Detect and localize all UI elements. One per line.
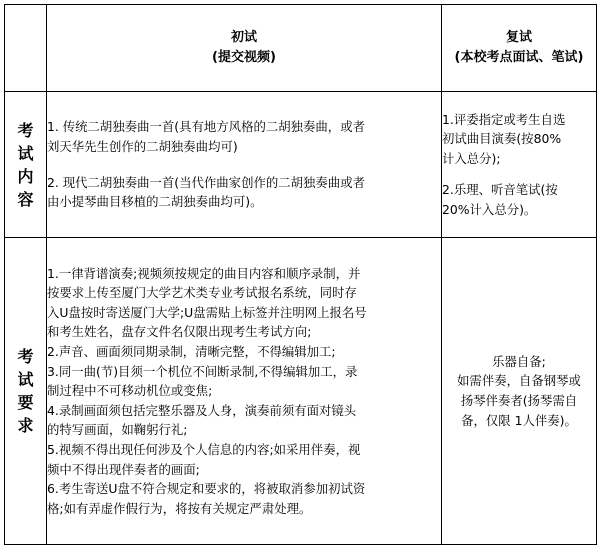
content-line: 1. 传统二胡独奏曲一首(具有地方风格的二胡独奏曲，或者 — [47, 119, 365, 135]
requirement-line: 和考生姓名，盘存文件名仅限出现考生考试方向; — [47, 324, 312, 340]
label-char: 内 — [17, 166, 34, 186]
initial-requirements-cell — [47, 238, 442, 545]
requirement-line: 按要求上传至厦门大学艺术类专业考试报名系统，同时存 — [47, 285, 357, 301]
corner-cell — [5, 5, 47, 92]
content-line: 20%计入总分)。 — [442, 201, 537, 217]
initial-exam-header — [47, 5, 442, 92]
requirement-line: 4.录制画面须包括完整乐器及人身，演奏前须有面对镜头 — [47, 402, 357, 418]
requirement-line: 乐器自备; — [492, 353, 546, 369]
requirement-line: 如需伴奏，自备钢琴或 — [457, 373, 581, 389]
content-line: 初试曲目演奏(按80% — [442, 131, 562, 147]
label-char: 试 — [17, 370, 34, 389]
label-char: 容 — [17, 189, 34, 209]
requirements-row — [5, 238, 597, 545]
label-char: 试 — [17, 143, 34, 163]
content-line: 由小提琴曲目移植的二胡独奏曲均可)。 — [47, 194, 263, 210]
requirement-line: 入U盘按时寄送厦门大学;U盘需贴上标签并注明网上报名号 — [47, 304, 367, 320]
retest-title: 复试 — [505, 30, 532, 45]
header-row — [5, 5, 597, 92]
requirement-line: 3.同一曲(节)目须一个机位不间断录制,不得编辑加工，录 — [47, 363, 358, 379]
content-line: 1.评委指定或考生自选 — [442, 111, 566, 127]
content-row — [5, 92, 597, 238]
initial-exam-title: 初试 — [230, 30, 257, 45]
requirement-line: 1.一律背谱演奏;视频须按规定的曲目内容和顺序录制，并 — [47, 265, 361, 281]
retest-subtitle: (本校考点面试、笔试) — [454, 50, 584, 65]
requirement-line: 6.考生寄送U盘不符合规定和要求的，将被取消参加初试资 — [47, 481, 366, 497]
content-line: 2. 现代二胡独奏曲一首(当代作曲家创作的二胡独奏曲或者 — [47, 174, 365, 190]
label-char: 考 — [17, 120, 34, 140]
requirement-line: 格;如有弄虚作假行为，将按有关规定严肃处理。 — [47, 500, 312, 516]
exam-requirements-table — [4, 4, 597, 545]
requirement-line: 制过程中不可移动机位或变焦; — [47, 383, 213, 399]
label-char: 要 — [17, 393, 34, 412]
label-char: 考 — [17, 347, 34, 366]
requirements-row-label — [5, 238, 47, 545]
content-line: 计入总分); — [442, 150, 501, 166]
content-line: 2.乐理、听音笔试(按 — [442, 182, 558, 198]
requirement-line: 扬琴伴奏者(扬琴需自 — [460, 393, 578, 408]
requirement-line: 2.声音、画面须同期录制，清晰完整，不得编辑加工; — [47, 344, 336, 360]
content-row-label — [5, 92, 47, 238]
retest-requirements-cell — [442, 238, 597, 545]
retest-header — [442, 5, 597, 92]
requirement-line: 的特写画面，如鞠躬行礼; — [47, 422, 188, 438]
retest-content-cell — [442, 92, 597, 238]
content-line: 刘天华先生创作的二胡独奏曲均可) — [47, 138, 238, 154]
requirement-line: 频中不得出现伴奏者的画面; — [47, 461, 200, 477]
label-char: 求 — [17, 416, 34, 435]
requirement-line: 5.视频不得出现任何涉及个人信息的内容;如采用伴奏，视 — [47, 441, 361, 457]
initial-exam-subtitle: (提交视频) — [212, 50, 276, 65]
initial-content-cell — [47, 92, 442, 238]
requirement-line: 备，仅限 1人伴奏)。 — [461, 412, 577, 428]
